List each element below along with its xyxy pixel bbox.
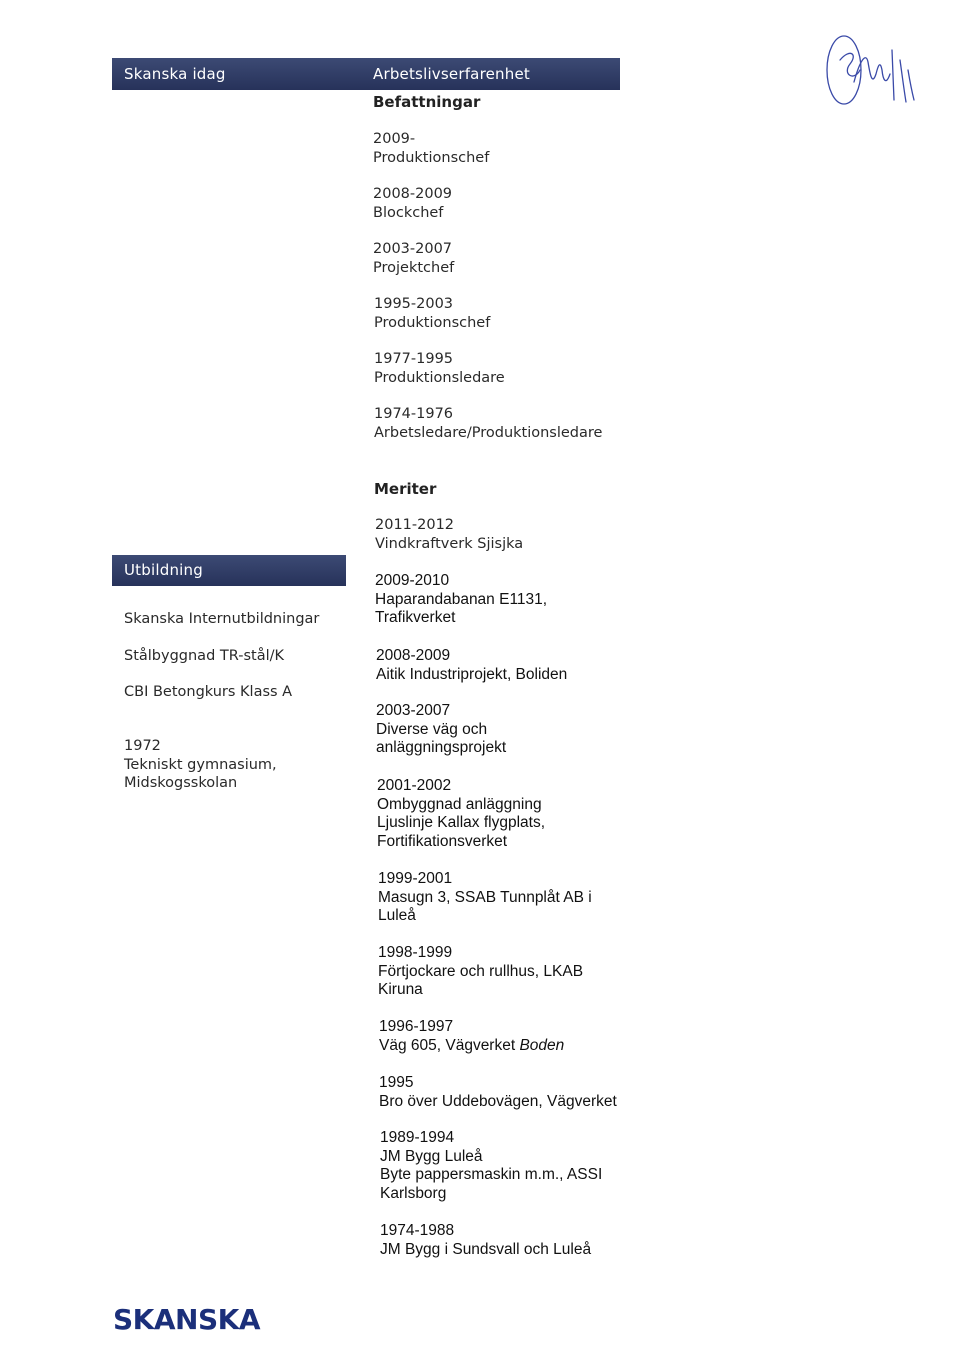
befattning-entry: 2009- Produktionschef — [373, 131, 490, 166]
utbildning-item: 1972 — [124, 738, 161, 754]
merit-entry: 1999-2001 Masugn 3, SSAB Tunnplåt AB i Luleå — [378, 870, 592, 924]
merit-entry: 1974-1988 JM Bygg i Sundsvall och Luleå — [380, 1222, 592, 1258]
utbildning-item: CBI Betongkurs Klass A — [124, 684, 293, 700]
merit-entry: 1998-1999 Förtjockare och rullhus, LKAB Kiruna — [378, 944, 584, 998]
befattning-entry: 2003-2007 Projektchef — [373, 241, 455, 276]
merit-entry: 1989-1994 JM Bygg Luleå Byte pappersmaskin m.m., ASSI Karlsborg — [380, 1129, 603, 1202]
section-header-arbetslivserfarenhet: Arbetslivserfarenhet — [361, 58, 620, 90]
meriter-heading: Meriter — [374, 480, 437, 498]
befattning-entry: 1974-1976 Arbetsledare/Produktionsledare — [374, 406, 603, 441]
skanska-logo: SKANSKA — [113, 1303, 260, 1336]
utbildning-item: Skanska Internutbildningar — [124, 611, 320, 627]
section-header-utbildning: Utbildning — [112, 555, 346, 586]
merit-entry: 1996-1997 Väg 605, Vägverket Boden — [379, 1018, 565, 1054]
utbildning-item: Midskogsskolan — [124, 775, 238, 791]
utbildning-item: Stålbyggnad TR-stål/K — [124, 648, 285, 664]
signature-image — [820, 30, 920, 120]
section-header-skanska-idag: Skanska idag — [112, 58, 364, 90]
merit-entry: 1995 Bro över Uddebovägen, Vägverket — [379, 1074, 617, 1110]
merit-entry: 2009-2010 Haparandabanan E1131, Trafikverket — [375, 572, 548, 626]
befattning-entry: 2008-2009 Blockchef — [373, 186, 453, 221]
utbildning-item: Tekniskt gymnasium, — [124, 757, 277, 773]
befattning-entry: 1977-1995 Produktionsledare — [374, 351, 505, 386]
merit-entry: 2001-2002 Ombyggnad anläggning Ljuslinje Kallax flygplats, Fortifikationsverket — [377, 777, 546, 850]
merit-entry: 2003-2007 Diverse väg och anläggningsprojekt — [376, 702, 507, 756]
merit-entry: 2008-2009 Aitik Industriprojekt, Boliden — [376, 647, 568, 683]
merit-entry: 2011-2012 Vindkraftverk Sjisjka — [375, 517, 524, 552]
befattningar-heading: Befattningar — [373, 93, 481, 111]
befattning-entry: 1995-2003 Produktionschef — [374, 296, 491, 331]
